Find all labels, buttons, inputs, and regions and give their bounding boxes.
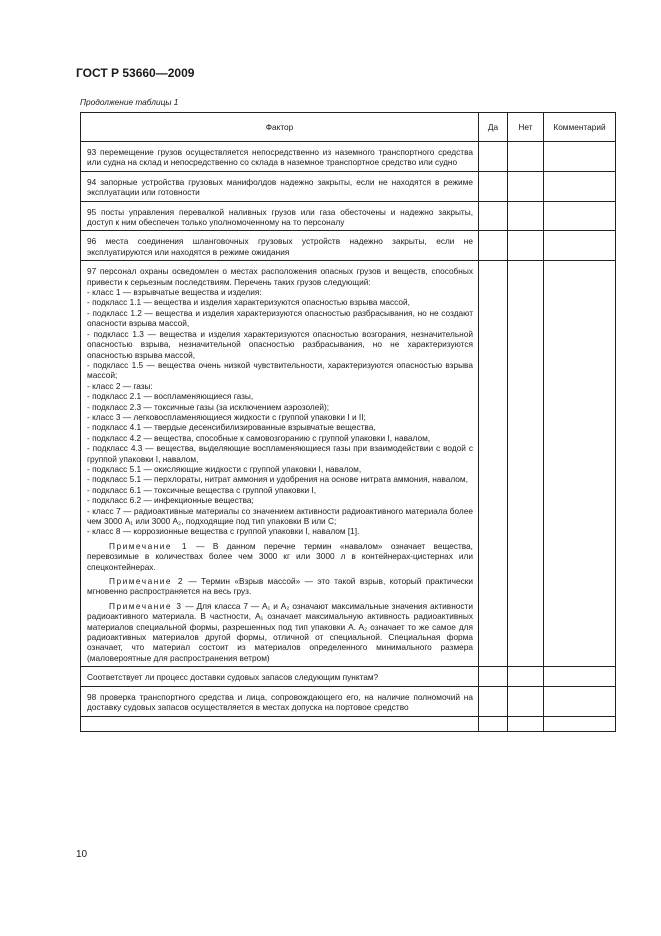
yes-cell[interactable]	[479, 201, 508, 231]
comment-cell[interactable]	[544, 142, 616, 172]
factor-text: 96 места соединения шланговочных грузовых устройств надежно закрыты, если не эксплуатируются или находятся в режиме ожидания	[87, 236, 473, 257]
factor-cell	[81, 171, 479, 201]
list-item: - класс 3 — легковоспламеняющиеся жидкости с группой упаковки I и II;	[87, 411, 366, 422]
list-item: - подкласс 4.2 — вещества, способные к самовозгоранию с группой упаковки I, навалом,	[87, 432, 431, 443]
note-label: Примечание 1	[109, 540, 188, 551]
no-cell[interactable]	[508, 686, 544, 716]
table-row	[81, 201, 616, 231]
column-header-yes: Да	[479, 113, 508, 142]
stub-cell	[81, 716, 479, 731]
list-item: - подкласс 2.1 — воспламеняющиеся газы,	[87, 391, 254, 402]
no-cell[interactable]	[508, 231, 544, 261]
comment-cell[interactable]	[544, 171, 616, 201]
table-continuation-stub	[81, 716, 616, 731]
checklist-table	[80, 112, 616, 732]
note-text: — Для класса 7 — A₁ и A₂ означают максимальные значения активности радиоактивного материала. В частности, A₁ означает максимальную активность радиоактивных материалов специальной формы, разрешенных под тип упаковки A. A₂ означает то же самое для радиоактивных материалов другой формы, отличной от специальной. Специальная форма означает, что материал состоит из материалов определенного минимального размера (маловероятные для распространения ветром)	[87, 600, 473, 663]
factor-text: 94 запорные устройства грузовых манифолдов надежно закрыты, если не находятся в режиме эксплуатации или готовности	[87, 176, 473, 198]
no-cell[interactable]	[508, 171, 544, 201]
column-header-comment: Комментарий	[544, 113, 616, 142]
no-cell[interactable]	[508, 201, 544, 231]
column-header-factor: Фактор	[81, 113, 479, 142]
list-item: - подкласс 5.1 — перхлораты, нитрат аммония и удобрения на основе нитрата аммония, навалом,	[87, 474, 468, 485]
factor-cell	[81, 261, 479, 667]
list-item: - подкласс 1.1 — вещества и изделия характеризуются опасностью взрыва массой,	[87, 297, 410, 308]
yes-cell[interactable]	[479, 142, 508, 172]
list-item: - подкласс 6.1 — токсичные вещества с группой упаковки I,	[87, 484, 316, 495]
table-row	[81, 171, 616, 201]
yes-cell[interactable]	[479, 231, 508, 261]
note-text: — В данном перечне термин «навалом» означает вещества, перевозимые в количествах более чем 3000 кг или 3000 л в контейнерах-цистернах или спецконтейнерах.	[87, 540, 473, 572]
note-text: — Термин «Взрыв массой» — это такой взрыв, который практически мгновенно распространяется на весь груз.	[87, 576, 473, 597]
section-question: Соответствует ли процесс доставки судовых запасов следующим пунктам?	[87, 672, 379, 683]
factor-cell	[81, 142, 479, 172]
note-label: Примечание 3	[109, 600, 183, 611]
comment-cell[interactable]	[544, 201, 616, 231]
list-item: - подкласс 5.1 — окисляющие жидкости с группой упаковки I, навалом,	[87, 463, 362, 474]
list-item: - подкласс 4.3 — вещества, выделяющие воспламеняющиеся газы при взаимодействии с водой с группой упаковки I, навалом,	[87, 443, 473, 464]
table-continuation-label: Продолжение таблицы 1	[80, 97, 179, 107]
page-number: 10	[76, 849, 88, 860]
factor-text: 97 персонал охраны осведомлен о местах расположения опасных грузов и веществ, способных привести к серьезным последствиям. Перечень таких грузов следующий:	[87, 266, 473, 287]
table-header-row	[81, 113, 616, 142]
note-3	[87, 601, 473, 663]
comment-cell[interactable]	[544, 686, 616, 716]
table-row	[81, 261, 616, 667]
no-cell[interactable]	[508, 667, 544, 686]
list-item: - подкласс 6.2 — инфекционные вещества;	[87, 495, 254, 506]
factor-text: 93 перемещение грузов осуществляется непосредственно из наземного транспортного средства или судна на склад и непосредственно со склада в наземное транспортное средство или судно	[87, 147, 473, 168]
factor-cell	[81, 686, 479, 716]
factor-text: 98 проверка транспортного средства и лица, сопровождающего его, на наличие полномочий на доставку судовых запасов осуществляется в местах допуска на портовое средство	[87, 691, 473, 713]
stub-cell	[544, 716, 616, 731]
list-item: - класс 1 — взрывчатые вещества и изделия:	[87, 287, 262, 298]
table-row	[81, 142, 616, 172]
list-item: - подкласс 4.1 — твердые десенсибилизированные взрывчатые вещества,	[87, 422, 376, 433]
column-header-no: Нет	[508, 113, 544, 142]
comment-cell[interactable]	[544, 261, 616, 667]
no-cell[interactable]	[508, 261, 544, 667]
no-cell[interactable]	[508, 142, 544, 172]
comment-cell[interactable]	[544, 231, 616, 261]
table-row	[81, 686, 616, 716]
factor-cell	[81, 231, 479, 261]
note-1	[87, 541, 473, 572]
list-item: - подкласс 2.3 — токсичные газы (за исключением аэрозолей);	[87, 401, 330, 412]
yes-cell[interactable]	[479, 667, 508, 686]
yes-cell[interactable]	[479, 686, 508, 716]
list-item: - класс 7 — радиоактивные материалы со значением активности радиоактивного материала более чем 3000 A₁ или 3000 A₂, подходящие под тип упаковки B или C;	[87, 505, 473, 526]
factor-cell	[81, 667, 479, 686]
stub-cell	[479, 716, 508, 731]
yes-cell[interactable]	[479, 171, 508, 201]
factor-cell	[81, 201, 479, 231]
list-item: - подкласс 1.5 — вещества очень низкой чувствительности, характеризуются опасностью взрыва массой;	[87, 359, 473, 381]
table-row	[81, 231, 616, 261]
table-row	[81, 667, 616, 686]
list-item: - класс 8 — коррозионные вещества с группой упаковки I, навалом [1].	[87, 526, 360, 537]
stub-cell	[508, 716, 544, 731]
factor-text: 95 посты управления перевалкой наливных грузов или газа обесточены и надежно закрыты, доступ к ним обеспечен только уполномоченному на то персоналу	[87, 206, 473, 228]
note-2	[87, 576, 473, 597]
yes-cell[interactable]	[479, 261, 508, 667]
list-item: - подкласс 1.3 — вещества и изделия характеризуются опасностью возгорания, незначительной опасностью взрыва, незначительной опасностью разбрасывания, но не характеризуются опасностью взрыва массой,	[87, 328, 473, 360]
comment-cell[interactable]	[544, 667, 616, 686]
note-label: Примечание 2	[109, 576, 185, 587]
document-standard-title: ГОСТ Р 53660—2009	[76, 66, 195, 80]
list-item: - класс 2 — газы:	[87, 380, 153, 391]
list-item: - подкласс 1.2 — вещества и изделия характеризуются опасностью разбрасывания, но не создают опасности взрыва массой,	[87, 307, 473, 329]
